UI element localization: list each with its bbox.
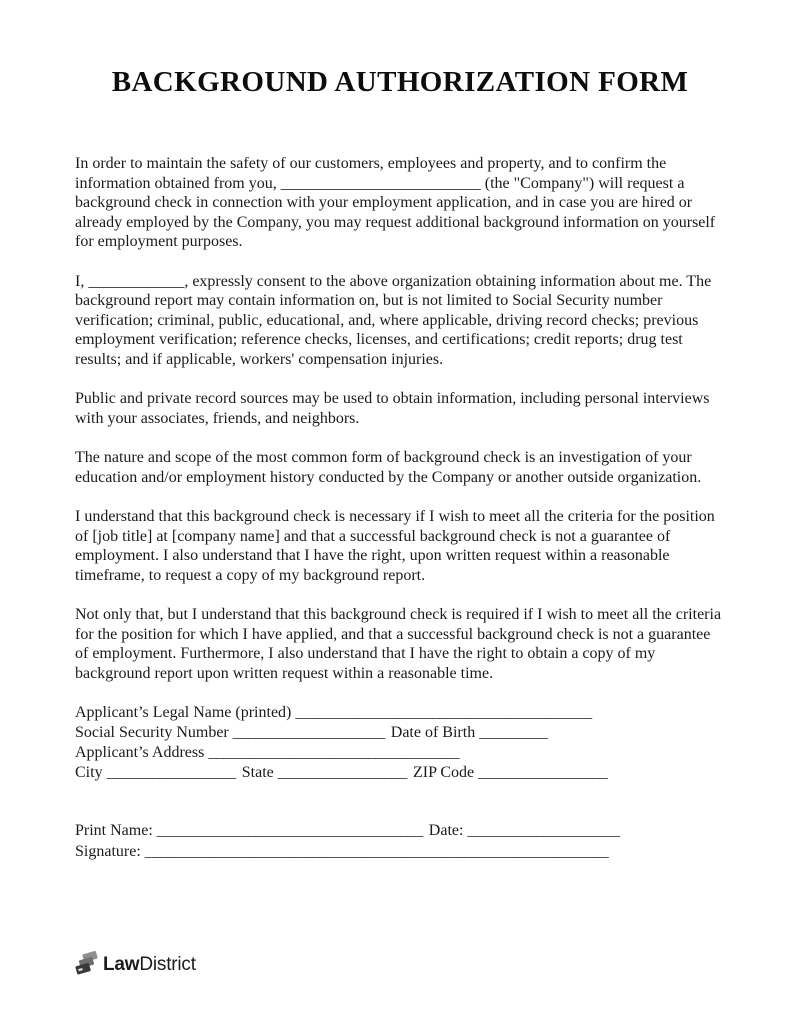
print-name-date-row: [75, 820, 725, 841]
signature-section: [75, 820, 725, 862]
paragraph-intro: In order to maintain the safety of our customers, employees and property, and to confirm the information obtained from you, _________________________ (the "Company") will request a background check in connection with your employment application, and in case you are hired or already employed by the Company, you may request additional background information on yourself for employment purposes.: [75, 155, 716, 250]
paragraph-nature-scope: The nature and scope of the most common form of background check is an investigation of your education and/or employment history conducted by the Company or another outside organization.: [75, 449, 702, 486]
lawdistrict-logo: [75, 951, 196, 978]
dob-label: Date of Birth: [390, 724, 476, 741]
print-name-label: Print Name:: [75, 822, 153, 839]
address-blank[interactable]: _________________________________: [208, 744, 460, 761]
legal-name-row: [75, 703, 725, 723]
paragraph-understanding-1: I understand that this background check is necessary if I wish to meet all the criteria for the position of [job title] at [company name] and that a successful background check is not a guarantee of employment. I also understand that I have the right, upon written request within a reasonable timeframe, to request a copy of my background report.: [75, 508, 715, 584]
page-title: BACKGROUND AUTHORIZATION FORM: [111, 66, 689, 98]
legal-name-label: Applicant’s Legal Name (printed): [75, 704, 292, 721]
applicant-fields: [75, 703, 725, 783]
ssn-label: Social Security Number: [75, 724, 229, 741]
signature-blank[interactable]: _____________________________________________________________: [144, 843, 609, 860]
state-label: State: [241, 764, 274, 781]
state-blank[interactable]: _________________: [277, 764, 407, 781]
zip-blank[interactable]: _________________: [478, 764, 608, 781]
date-label: Date:: [428, 822, 464, 839]
document-body: [75, 154, 725, 862]
legal-name-blank[interactable]: _______________________________________: [295, 704, 592, 721]
city-state-zip-row: [75, 763, 725, 783]
print-name-blank[interactable]: ___________________________________: [156, 822, 423, 839]
ssn-dob-row: [75, 723, 725, 743]
ssn-blank[interactable]: ____________________: [232, 724, 385, 741]
paragraph-consent: I, ____________, expressly consent to the above organization obtaining information about me. The background report may contain information on, but is not limited to Social Security number verification; criminal, public, educational, and, where applicable, driving record checks; previous employment verification; reference checks, licenses, and certifications; credit reports; drug test results; and if applicable, workers' compensation injuries.: [75, 272, 712, 368]
city-label: City: [75, 764, 103, 781]
paragraph-understanding-2: Not only that, but I understand that this background check is required if I wish to meet all the criteria for the position for which I have applied, and that a successful background check is not a guarantee of employment. Furthermore, I also understand that I have the right to obtain a copy of my background report upon written request within a reasonable time.: [75, 606, 722, 682]
zip-label: ZIP Code: [412, 764, 475, 781]
logo-text: [103, 954, 196, 976]
signature-label: Signature:: [75, 843, 141, 860]
date-blank[interactable]: ____________________: [467, 822, 620, 839]
address-label: Applicant’s Address: [75, 744, 205, 761]
address-row: [75, 743, 725, 763]
dob-blank[interactable]: _________: [479, 724, 548, 741]
logo-text-district: District: [139, 953, 196, 975]
city-blank[interactable]: _________________: [106, 764, 236, 781]
paragraph-record-sources: Public and private record sources may be used to obtain information, including personal interviews with your associates, friends, and neighbors.: [75, 390, 710, 427]
stacked-cards-icon: [75, 951, 99, 978]
signature-row: [75, 841, 725, 862]
logo-text-law: Law: [103, 953, 140, 975]
